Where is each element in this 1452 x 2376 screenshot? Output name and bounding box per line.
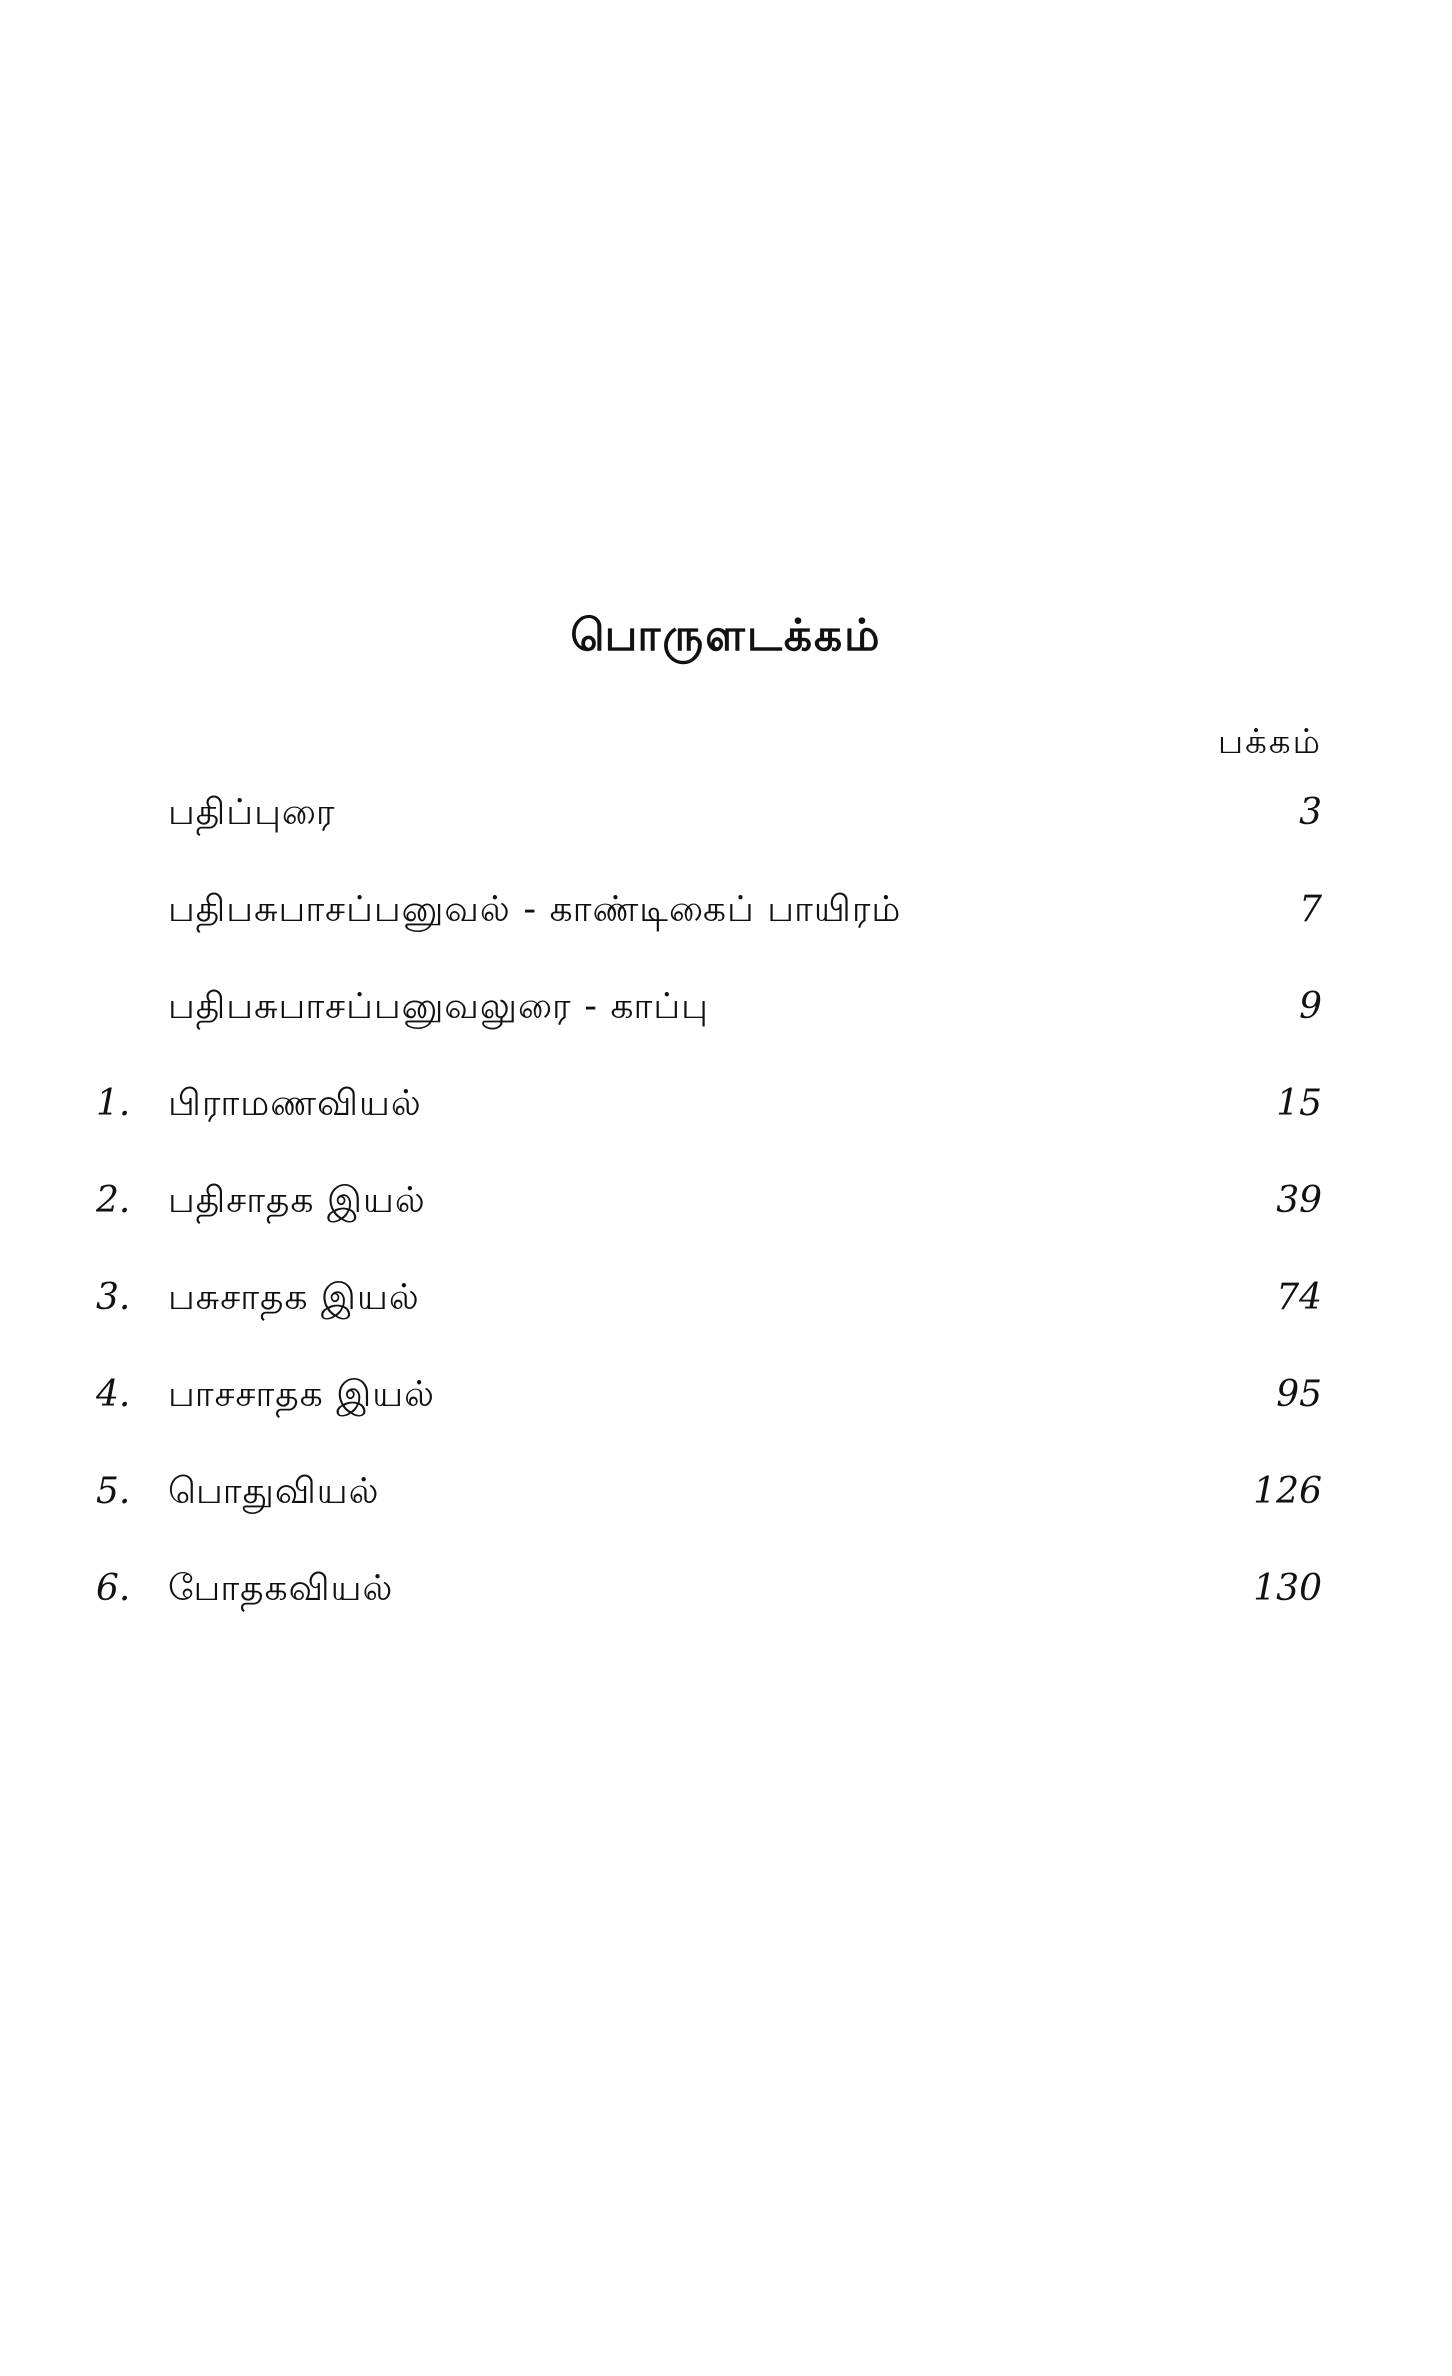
toc-entry — [0, 1462, 1452, 1522]
toc-entry-page: 74 — [1276, 1277, 1322, 1318]
toc-entry — [0, 1365, 1452, 1425]
page-title: பொருளடக்கம் — [570, 610, 882, 661]
toc-entry-page: 9 — [1299, 986, 1322, 1027]
toc-entry — [0, 977, 1452, 1037]
toc-entry-page: 126 — [1253, 1471, 1322, 1512]
toc-entry-title: பாசசாதக இயல் — [168, 1374, 435, 1415]
toc-entry — [0, 880, 1452, 940]
toc-entry-page: 39 — [1276, 1180, 1322, 1221]
toc-entry-page: 130 — [1253, 1568, 1322, 1609]
toc-entry — [0, 783, 1452, 843]
toc-entry-page: 3 — [1299, 792, 1322, 833]
toc-entry-title: பதிபசுபாசப்பனுவல் - காண்டிகைப் பாயிரம் — [168, 889, 902, 930]
toc-entry — [0, 1074, 1452, 1134]
toc-entry-title: போதகவியல் — [168, 1568, 394, 1609]
toc-entry-title: பசுசாதக இயல் — [168, 1277, 420, 1318]
page-column-header: பக்கம் — [1217, 722, 1322, 762]
toc-entry-number: 3. — [96, 1277, 131, 1318]
toc-entry-title: பிராமணவியல் — [168, 1083, 422, 1124]
toc-entry-number: 6. — [96, 1568, 131, 1609]
toc-entry-page: 95 — [1276, 1374, 1322, 1415]
toc-entry — [0, 1559, 1452, 1619]
toc-entry-title: பதிபசுபாசப்பனுவலுரை - காப்பு — [168, 986, 709, 1027]
toc-entry-title: பதிப்புரை — [168, 792, 336, 833]
toc-entry-page: 7 — [1299, 889, 1322, 930]
toc-entry-title: பொதுவியல் — [168, 1471, 380, 1512]
toc-entry-page: 15 — [1276, 1083, 1322, 1124]
toc-entry-number: 1. — [96, 1083, 131, 1124]
toc-entry — [0, 1171, 1452, 1231]
toc-entry — [0, 1268, 1452, 1328]
toc-entry-number: 4. — [96, 1374, 131, 1415]
toc-entry-title: பதிசாதக இயல் — [168, 1180, 426, 1221]
toc-entry-number: 2. — [96, 1180, 131, 1221]
toc-entry-number: 5. — [96, 1471, 131, 1512]
